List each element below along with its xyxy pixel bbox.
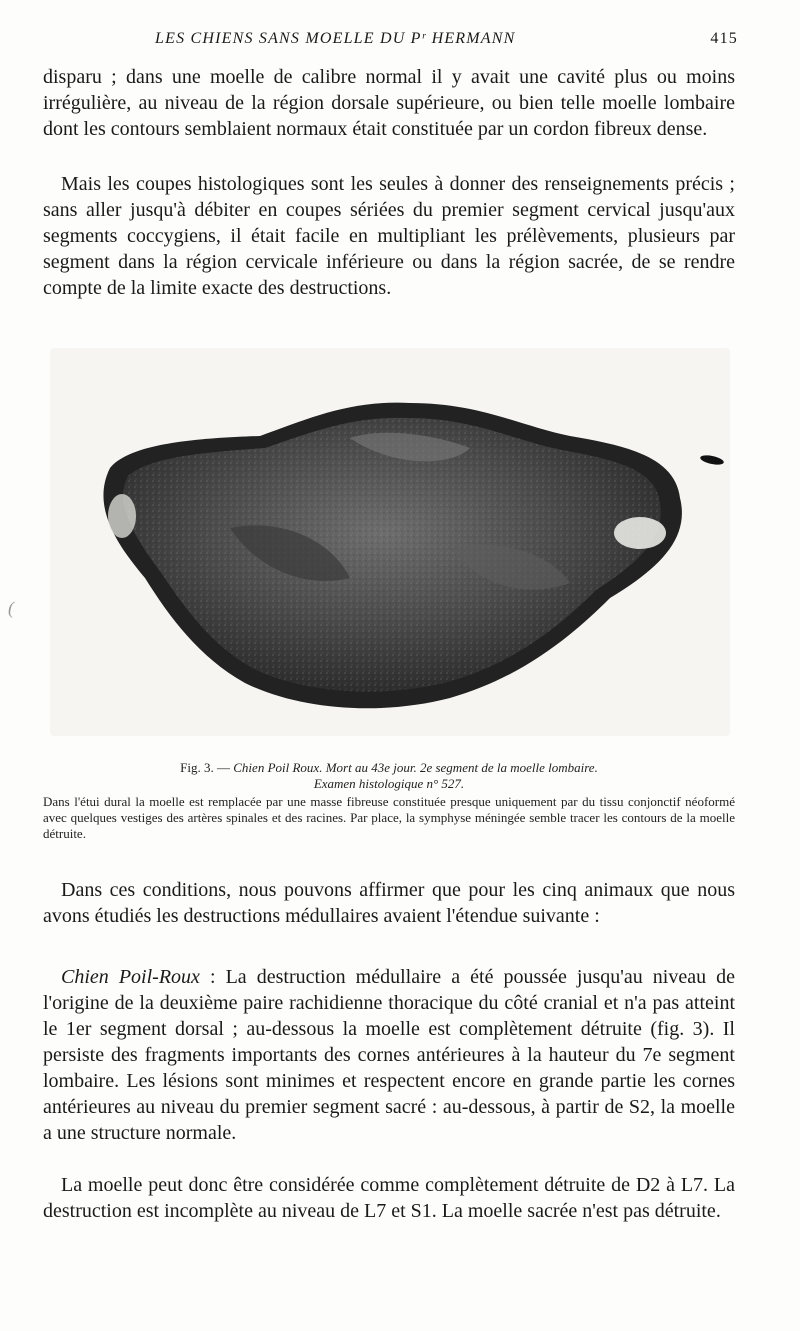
page-number: 415 — [710, 30, 738, 47]
paragraph-5: La moelle peut donc être considérée comme complètement détruite de D2 à L7. La destruction est incomplète au niveau de L7 et S1. La moelle sacrée n'est pas détruite. — [43, 1174, 735, 1222]
figure-caption — [43, 760, 735, 842]
paragraph-1: disparu ; dans une moelle de calibre normal il y avait une cavité plus ou moins irrégulière, au niveau de la région dorsale supérieure, ou bien telle moelle lombaire dont les contours semblaient normaux était constituée par un cordon fibreux dense. — [43, 66, 735, 140]
paragraph-2: Mais les coupes histologiques sont les seules à donner des renseignements précis ; sans aller jusqu'à débiter en coupes sériées du premier segment cervical jusqu'aux segments coccygiens, il était facile en multipliant les prélèvements, plusieurs par segment dans la région cervicale inférieure ou dans la région sacrée, de se rendre compte de la limite exacte des destructions. — [43, 173, 735, 299]
paragraph-4 — [43, 964, 735, 1146]
caption-figure-label: Fig. 3. — — [180, 760, 234, 775]
caption-description: Dans l'étui dural la moelle est remplacée par une masse fibreuse constituée presque uniquement par du tissu conjonctif néoformé avec quelques vestiges des artères spinales et des racines. Par place, la symphyse méningée semble tracer les contours de la moelle détruite. — [43, 794, 735, 841]
paragraph-3: Dans ces conditions, nous pouvons affirmer que pour les cinq animaux que nous avons étudiés les destructions médullaires avaient l'étendue suivante : — [43, 879, 735, 927]
spinal-cord-section-illustration — [50, 348, 730, 736]
dog-name: Chien Poil-Roux — [61, 966, 200, 988]
caption-title-italic: Mort au 43e jour. 2e segment de la moelle lombaire. — [322, 760, 598, 775]
running-title: LES CHIENS SANS MOELLE DU Pʳ HERMANN — [155, 30, 516, 47]
paragraph-4-body: : La destruction médullaire a été poussée jusqu'au niveau de l'origine de la deuxième paire rachidienne thoracique du côté cranial et n'a pas atteint le 1er segment dorsal ; au-dessous la moelle est complètement détruite (fig. 3). Il persiste des fragments importants des cornes antérieures à la hauteur du 7e segment lombaire. Les lésions sont minimes et respectent encore en grande partie les cornes antérieures au niveau du premier segment sacré : au-dessous, à partir de S2, la moelle a une structure normale. — [43, 966, 735, 1144]
figure-histology-photo — [50, 348, 730, 736]
caption-subtitle: Examen histologique n° 527. — [313, 776, 465, 791]
caption-title — [43, 760, 735, 776]
margin-mark: ( — [8, 598, 14, 618]
running-header — [155, 30, 738, 54]
caption-title-main: Chien Poil Roux. — [233, 760, 323, 775]
